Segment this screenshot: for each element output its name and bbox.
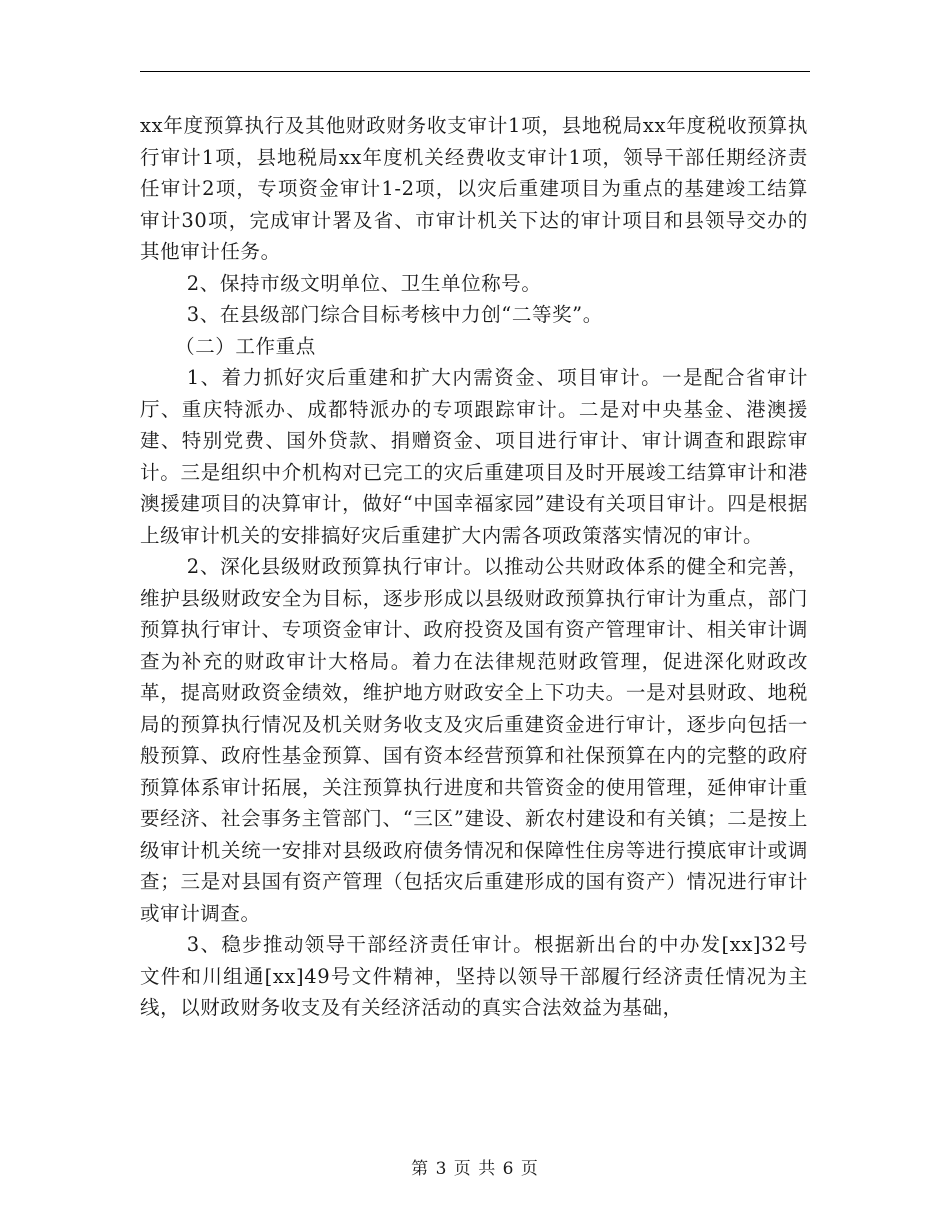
- paragraph-focus-1: 1、着力抓好灾后重建和扩大内需资金、项目审计。一是配合省审计厅、重庆特派办、成都特派办的专项跟踪审计。二是对中央基金、港澳援建、特别党费、国外贷款、捐赠资金、项目进行审计、审计调查和跟踪审计。三是组织中介机构对已完工的灾后重建项目及时开展竣工结算审计和港澳援建项目的决算审计，做好“中国幸福家园”建设有关项目审计。四是根据上级审计机关的安排搞好灾后重建扩大内需各项政策落实情况的审计。: [140, 366, 808, 547]
- paragraph-continued: xx年度预算执行及其他财政财务收支审计1项，县地税局xx年度税收预算执行审计1项，县地税局xx年度机关经费收支审计1项，领导干部任期经济责任审计2项，专项资金审计1-2项，以灾后重建项目为重点的基建竣工结算审计30项，完成审计署及省、市审计机关下达的审计项目和县领导交办的其他审计任务。: [140, 114, 808, 263]
- paragraph-focus-3: 3、稳步推动领导干部经济责任审计。根据新出台的中办发[xx]32号文件和川组通[xx]49号文件精神，坚持以领导干部履行经济责任情况为主线，以财政财务收支及有关经济活动的真实合法效益为基础，: [140, 933, 808, 1019]
- paragraph-focus-2: 2、深化县级财政预算执行审计。以推动公共财政体系的健全和完善，维护县级财政安全为目标，逐步形成以县级财政预算执行审计为重点，部门预算执行审计、专项资金审计、政府投资及国有资产管理审计、相关审计调查为补充的财政审计大格局。着力在法律规范财政管理，促进深化财政改革，提高财政资金绩效，维护地方财政安全上下功夫。一是对县财政、地税局的预算执行情况及机关财务收支及灾后重建资金进行审计，逐步向包括一般预算、政府性基金预算、国有资本经营预算和社保预算在内的完整的政府预算体系审计拓展，关注预算执行进度和共管资金的使用管理，延伸审计重要经济、社会事务主管部门、“三区”建设、新农村建设和有关镇；二是按上级审计机关统一安排对县级政府债务情况和保障性住房等进行摸底审计或调查；三是对县国有资产管理（包括灾后重建形成的国有资产）情况进行审计或审计调查。: [140, 555, 808, 925]
- page-footer: 第 3 页 共 6 页: [411, 1159, 539, 1179]
- document-body: [140, 110, 808, 1024]
- section-heading: （二）工作重点: [175, 334, 316, 358]
- paragraph-item-2: 2、保持市级文明单位、卫生单位称号。: [186, 271, 542, 295]
- paragraph-item-3: 3、在县级部门综合目标考核中力创“二等奖”。: [186, 303, 603, 326]
- header-rule: [140, 71, 810, 72]
